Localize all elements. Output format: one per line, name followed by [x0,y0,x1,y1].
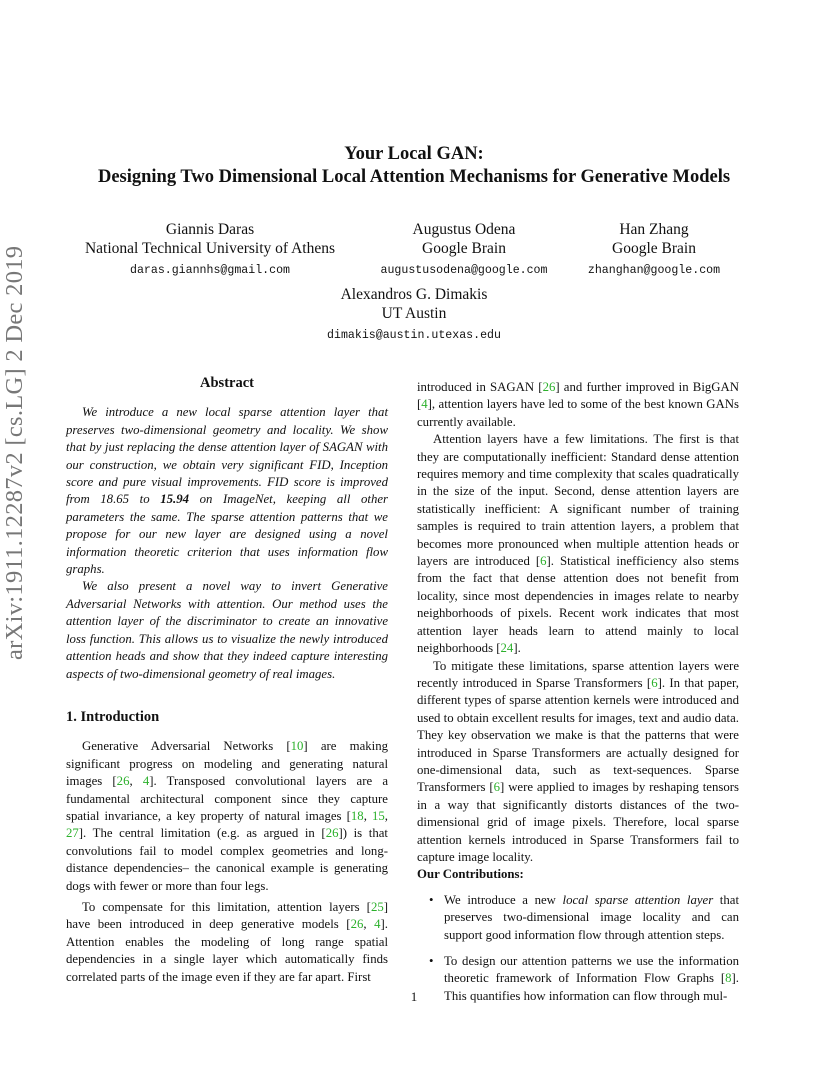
abstract-heading: Abstract [200,375,254,391]
left-column [66,375,388,986]
citation-link[interactable]: 6 [540,554,547,569]
arxiv-sidebar-stamp: arXiv:1911.12287v2 [cs.LG] 2 Dec 2019 [1,245,28,660]
citation-link[interactable]: 26 [325,826,339,841]
abstract-paragraph: We also present a novel way to invert Generative Adversarial Networks with attention. Our method uses the attention layer of the discriminator to create an innovative loss function. This allows us to visualize the newly introduced attention heads and show that they indeed capture interesting aspects of two-dimensional geometry of real images. [66,579,388,681]
body-paragraph: Generative Adversarial Networks [10] are making significant progress on modeling and generating natural images [26, 4]. Transposed convolutional layers are a fundamental architectural component since they capture spatial invariance, a key property of natural images [18, 15, 27]. The central limitation (e.g. as argued in [26]) is that convolutions fail to model complex geometries and long-distance dependencies– the canonical example is generating dogs with fewer or more than four legs. [66,739,389,893]
citation-link[interactable]: 25 [370,899,384,914]
citation-link[interactable]: 4 [142,774,150,789]
citation-link[interactable]: 26 [116,774,130,789]
author-name: Alexandros G. Dimakis [340,286,488,303]
citation-link[interactable]: 6 [651,675,658,690]
body-paragraph: To compensate for this limitation, attention layers [25] have been introduced in deep generative models [26, 4]. Attention enables the modeling of long range spatial dependencies in a single layer which automatically finds correlated parts of the image even if they are far apart. First [66,899,388,984]
contributions-heading: Our Contributions: [417,867,524,882]
citation-link[interactable]: 27 [66,826,79,841]
author-email: dimakis@austin.utexas.edu [327,329,501,342]
citation-link[interactable]: 24 [500,641,514,656]
citation-link[interactable]: 18 [350,808,364,823]
right-column [417,379,739,1014]
author-affiliation: National Technical University of Athens [84,240,335,257]
body-paragraph: To mitigate these limitations, sparse attention layers were recently introduced in Sparse Transformers [6]. In that paper, different types of sparse attention kernels were introduced and used to obtain excellent results for images, text and audio data. They key observation we make is that the patterns that were introduced in Sparse Transformers are actually designed for one-dimensional data, such as text-sequences. Sparse Transformers [6] were applied to images by reshaping tensors in a way that significantly distorts distances of the two-dimensional grid of image pixels. Therefore, local sparse attention kernels introduced in Sparse Transformers fail to capture image locality. [417,658,740,864]
author-name: Giannis Daras [165,221,255,238]
author-email: augustusodena@google.com [380,264,548,277]
author-email: zhanghan@google.com [587,264,721,277]
citation-link[interactable]: 26 [542,380,556,394]
section-heading-introduction: 1. Introduction [66,708,160,725]
author-name: Augustus Odena [412,221,516,238]
citation-link[interactable]: 15 [372,808,385,823]
author-email: daras.giannhs@gmail.com [129,264,291,277]
list-item: • We introduce a new local sparse attention layer that preserves two-dimensional image locality and can support good information flow through attention steps. [417,892,739,944]
citation-link[interactable]: 26 [350,917,364,932]
author-block [364,220,564,280]
citation-link[interactable]: 4 [374,917,381,932]
page-number: 1 [410,989,418,1004]
citation-link[interactable]: 8 [725,971,732,986]
author-name: Han Zhang [619,221,689,238]
citation-link[interactable]: 4 [421,397,428,412]
paper-title-line1: Your Local GAN: [344,144,484,164]
author-block [574,220,734,280]
author-block [60,220,360,280]
body-paragraph: introduced in SAGAN [26] and further improved in BigGAN [4], attention layers have led to some of the best known GANs currently available. [417,380,740,429]
citation-link[interactable]: 6 [493,780,501,795]
body-paragraph: Attention layers have a few limitations. The first is that they are computationally inefficient: Standard dense attention requires memory and time complexity that scales quadratically in the size of the input. Second, dense attention layers are statistically inefficient: A significant number of training samples is required to train attention layers, a problem that becomes more pronounced when multiple attention heads or layers are introduced [6]. Statistical inefficiency also stems from the fact that dense attention does not benefit from locality, since most dependencies in images relate to nearby neighborhoods of pixels. Recent work indicates that most attention layer heads learn to attend mainly to local neighborhoods [24]. [417,432,739,656]
author-affiliation: Google Brain [612,240,696,257]
author-affiliation: UT Austin [381,305,447,322]
author-affiliation: Google Brain [422,240,506,257]
author-block [264,285,564,345]
list-item: • To design our attention patterns we use the information theoretic framework of Information Flow Graphs [8]. This quantifies how information can flow through mul- [417,953,739,1005]
citation-link[interactable]: 10 [290,739,304,754]
paper-title-line2: Designing Two Dimensional Local Attention Mechanisms for Generative Models [97,167,731,187]
abstract-paragraph: We introduce a new local sparse attention layer that preserves two-dimensional geometry and locality. We show that by just replacing the dense attention layer of SAGAN with our construction, we obtain very significant FID, Inception score and pure visual improvements. FID score is improved from 18.65 to 15.94 on ImageNet, keeping all other parameters the same. The sparse attention patterns that we propose for our new layer are designed using a novel information theoretic criterion that uses information flow graphs. [66,405,389,577]
